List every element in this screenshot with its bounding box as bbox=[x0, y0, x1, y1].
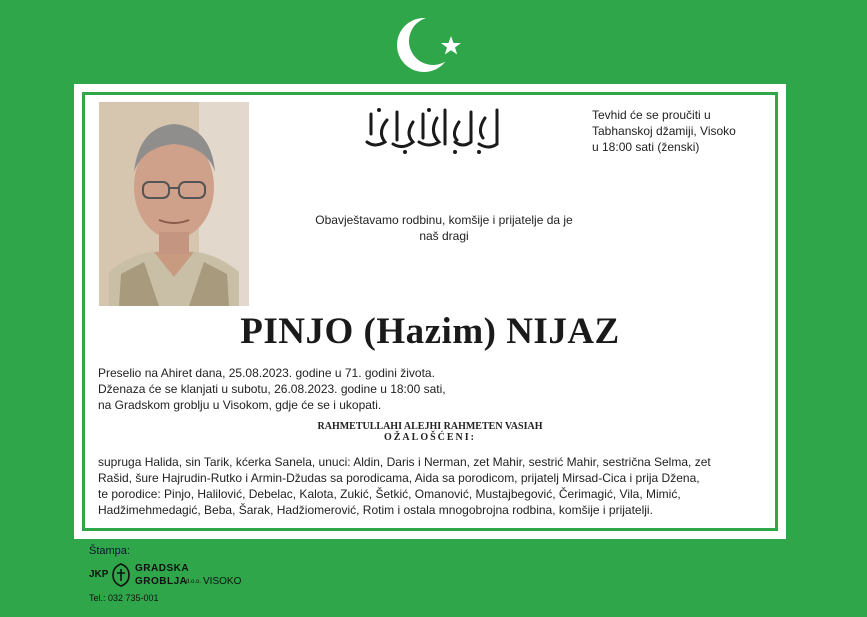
company-groblja: GROBLJA bbox=[135, 576, 188, 587]
arabic-calligraphy-icon bbox=[359, 104, 504, 156]
company-jkp: JKP bbox=[89, 569, 109, 580]
ozaloceni-heading: OŽALOŠĆENI: bbox=[383, 432, 476, 443]
funeral-details bbox=[98, 365, 658, 413]
rahmet-heading: RAHMETULLAHI ALEJHI RAHMETEN VASIAH bbox=[317, 421, 543, 432]
details-line: Preselio na Ahiret dana, 25.08.2023. godine u 71. godini života. bbox=[98, 366, 435, 380]
intro-line: naš dragi bbox=[419, 229, 469, 243]
mourners-line: Rašid, šure Hajrudin-Rutko i Armin-Džudas sa porodicama, Aida sa porodicom, prijatelj Mirsad-Cica i prija Džena, bbox=[98, 471, 700, 485]
intro-text bbox=[284, 212, 604, 244]
company-visoko: VISOKO bbox=[203, 576, 242, 587]
company-gradska: GRADSKA bbox=[135, 563, 190, 574]
crescent-star-icon bbox=[392, 8, 472, 78]
mourners-line: te porodice: Pinjo, Halilović, Debelac, Kalota, Zukić, Šetkić, Omanović, Mustajbegović, Čerimagić, Vila, Mimić, bbox=[98, 487, 681, 501]
tevhid-line: Tevhid će se proučiti u bbox=[592, 108, 711, 122]
print-label: Štampa: bbox=[89, 545, 130, 557]
mourners-line: Hadžimehmedagić, Beba, Šarak, Hadžiomerović, Rotim i ostala mnogobrojna rodbina, komšije i prijatelji. bbox=[98, 503, 653, 517]
deceased-photo bbox=[99, 102, 249, 306]
tevhid-line: u 18:00 sati (ženski) bbox=[592, 140, 700, 154]
details-line: na Gradskom groblju u Visokom, gdje će se i ukopati. bbox=[98, 398, 382, 412]
company-logo bbox=[89, 562, 259, 590]
mourners-line: supruga Halida, sin Tarik, kćerka Sanela, unuci: Aldin, Daris i Nerman, zet Mahir, sestrić Mahir, sestrična Selma, zet bbox=[98, 455, 711, 469]
company-phone: Tel.: 032 735-001 bbox=[89, 593, 159, 603]
cemetery-logo-icon bbox=[111, 563, 131, 587]
deceased-name: PINJO (Hazim) NIJAZ bbox=[240, 311, 620, 352]
obituary-sheet bbox=[74, 84, 786, 539]
intro-line: Obavještavamo rodbinu, komšije i prijatelje da je bbox=[315, 213, 573, 227]
tevhid-line: Tabhanskoj džamiji, Visoko bbox=[592, 124, 736, 138]
tevhid-notice bbox=[592, 107, 762, 155]
details-line: Dženaza će se klanjati u subotu, 26.08.2023. godine u 18:00 sati, bbox=[98, 382, 446, 396]
company-doo: d.o.o. bbox=[186, 579, 202, 585]
mourners-list bbox=[98, 454, 748, 518]
